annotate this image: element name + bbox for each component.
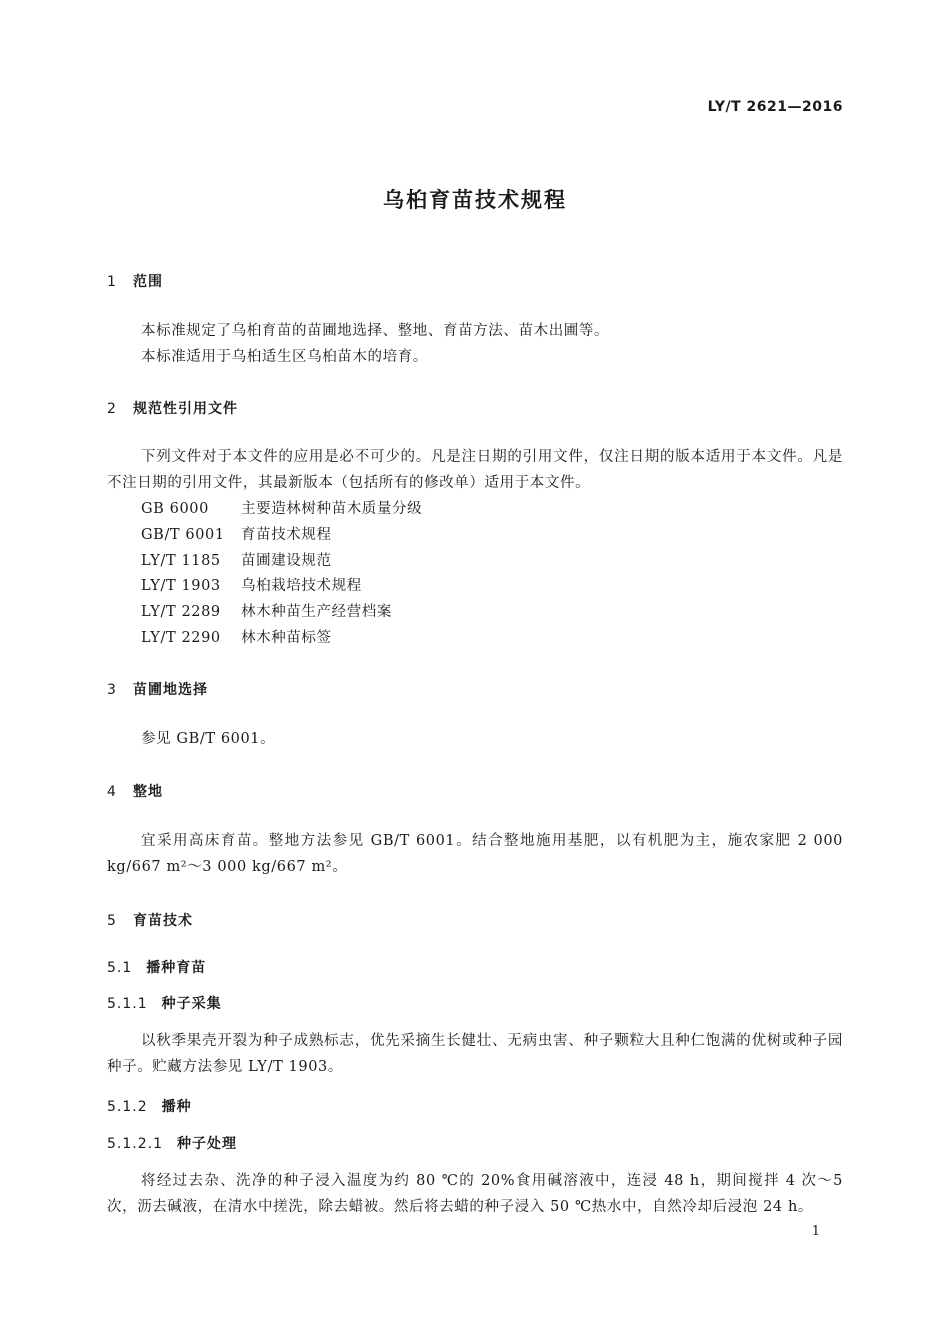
subsection-heading bbox=[107, 957, 206, 977]
subsection-number: 5.1.1 bbox=[107, 996, 148, 1012]
subsection-title: 种子处理 bbox=[176, 1136, 237, 1152]
subsection-title: 播种育苗 bbox=[146, 960, 207, 976]
subsection-number: 5.1 bbox=[107, 960, 133, 976]
reference-name: 育苗技术规程 bbox=[241, 527, 332, 543]
reference-code: LY/T 1185 bbox=[141, 553, 221, 569]
section-heading-2 bbox=[107, 398, 238, 418]
paragraph: 参见 GB/T 6001。 bbox=[141, 731, 276, 747]
reference-item bbox=[141, 522, 332, 548]
reference-code: GB/T 6001 bbox=[141, 527, 225, 543]
section-heading-1 bbox=[107, 271, 163, 291]
reference-code: LY/T 1903 bbox=[141, 578, 221, 594]
section-title: 范围 bbox=[133, 274, 163, 290]
section-number: 5 bbox=[107, 913, 117, 929]
section-heading-4 bbox=[107, 781, 163, 801]
reference-name: 林木种苗生产经营档案 bbox=[241, 604, 392, 620]
paragraph: 下列文件对于本文件的应用是必不可少的。凡是注日期的引用文件，仅注日期的版本适用于本文件。凡是不注日期的引用文件，其最新版本（包括所有的修改单）适用于本文件。 bbox=[107, 449, 843, 491]
subsection-heading bbox=[107, 993, 222, 1013]
reference-name: 主要造林树种苗木质量分级 bbox=[241, 501, 423, 517]
paragraph: 将经过去杂、洗净的种子浸入温度为约 80 ℃的 20%食用碱溶液中，连浸 48 h，期间搅拌 4 次～5 次，沥去碱液，在清水中搓洗，除去蜡被。然后将去蜡的种子浸入 50 ℃热水中，自然冷却后浸泡 24 h。 bbox=[107, 1173, 843, 1215]
paragraph: 以秋季果壳开裂为种子成熟标志，优先采摘生长健壮、无病虫害、种子颗粒大且种仁饱满的优树或种子园种子。贮藏方法参见 LY/T 1903。 bbox=[107, 1033, 843, 1075]
paragraph: 本标准适用于乌桕适生区乌桕苗木的培育。 bbox=[141, 349, 428, 365]
subsection-number: 5.1.2 bbox=[107, 1099, 148, 1115]
reference-name: 林木种苗标签 bbox=[241, 630, 332, 646]
page-number: 1 bbox=[811, 1224, 820, 1239]
document-title: 乌桕育苗技术规程 bbox=[383, 188, 567, 212]
section-title: 育苗技术 bbox=[133, 913, 193, 929]
section-title: 整地 bbox=[133, 784, 163, 800]
reference-code: GB 6000 bbox=[141, 501, 209, 517]
reference-item bbox=[141, 496, 422, 522]
subsection-heading bbox=[107, 1133, 237, 1153]
reference-code: LY/T 2289 bbox=[141, 604, 221, 620]
section-heading-5 bbox=[107, 910, 193, 930]
document-code: LY/T 2621—2016 bbox=[707, 99, 843, 115]
reference-item bbox=[141, 625, 332, 651]
subsection-heading bbox=[107, 1096, 192, 1116]
section-title: 规范性引用文件 bbox=[133, 401, 238, 417]
paragraph: 宜采用高床育苗。整地方法参见 GB/T 6001。结合整地施用基肥，以有机肥为主，施农家肥 2 000 kg/667 m²～3 000 kg/667 m²。 bbox=[107, 833, 843, 875]
reference-code: LY/T 2290 bbox=[141, 630, 221, 646]
paragraph: 本标准规定了乌桕育苗的苗圃地选择、整地、育苗方法、苗木出圃等。 bbox=[141, 323, 610, 339]
reference-item bbox=[141, 573, 362, 599]
subsection-number: 5.1.2.1 bbox=[107, 1136, 163, 1152]
subsection-title: 播种 bbox=[161, 1099, 192, 1115]
reference-item bbox=[141, 599, 392, 625]
reference-item bbox=[141, 548, 332, 574]
reference-name: 苗圃建设规范 bbox=[241, 553, 332, 569]
section-number: 2 bbox=[107, 401, 117, 417]
section-heading-3 bbox=[107, 679, 208, 699]
reference-name: 乌桕栽培技术规程 bbox=[241, 578, 362, 594]
section-number: 4 bbox=[107, 784, 117, 800]
section-title: 苗圃地选择 bbox=[133, 682, 208, 698]
subsection-title: 种子采集 bbox=[161, 996, 222, 1012]
section-number: 3 bbox=[107, 682, 117, 698]
section-number: 1 bbox=[107, 274, 117, 290]
